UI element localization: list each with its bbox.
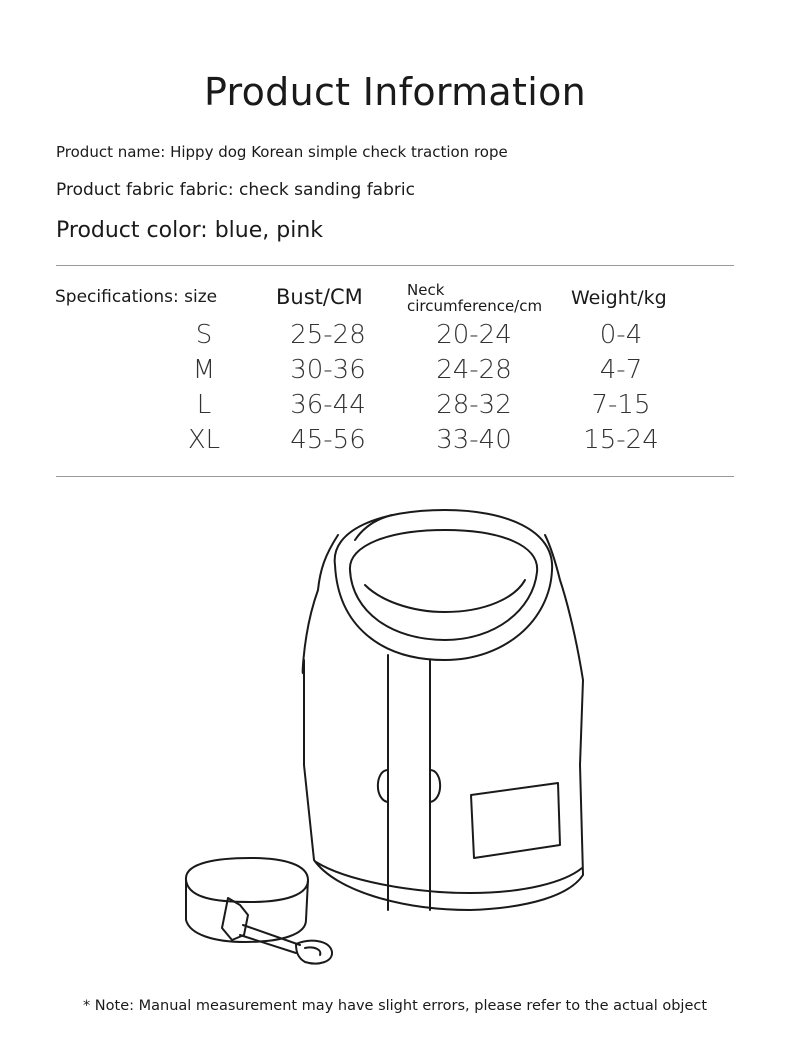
cell-neck: 33-40: [436, 425, 512, 455]
header-neck: [407, 282, 542, 314]
cell-neck: 28-32: [436, 390, 512, 420]
cell-neck: 20-24: [436, 320, 512, 350]
cell-size: S: [195, 320, 213, 350]
cell-neck: 24-28: [436, 355, 512, 385]
product-name: Product name: Hippy dog Korean simple check traction rope: [56, 143, 508, 161]
product-color: Product color: blue, pink: [56, 218, 324, 243]
header-neck-line2: circumference/cm: [407, 297, 543, 315]
cell-bust: 36-44: [290, 390, 366, 420]
divider-top: [56, 265, 734, 266]
cell-weight: 0-4: [599, 320, 643, 350]
cell-weight: 15-24: [583, 425, 659, 455]
dog-harness-with-leash-icon: [170, 500, 620, 980]
divider-bottom: [56, 476, 734, 477]
cell-bust: 45-56: [290, 425, 366, 455]
cell-size: XL: [187, 425, 221, 455]
measurement-note: * Note: Manual measurement may have slight errors, please refer to the actual object: [82, 998, 708, 1014]
header-bust: Bust/CM: [276, 285, 363, 309]
cell-weight: 7-15: [591, 390, 651, 420]
page-title: Product Information: [203, 70, 587, 114]
cell-bust: 30-36: [290, 355, 366, 385]
cell-weight: 4-7: [599, 355, 643, 385]
product-fabric: Product fabric fabric: check sanding fabric: [56, 180, 415, 200]
spec-label: Specifications: size: [55, 287, 218, 307]
header-neck-line1: Neck: [407, 281, 445, 299]
cell-bust: 25-28: [290, 320, 366, 350]
cell-size: M: [192, 355, 216, 385]
cell-size: L: [196, 390, 212, 420]
header-weight: Weight/kg: [571, 287, 667, 309]
